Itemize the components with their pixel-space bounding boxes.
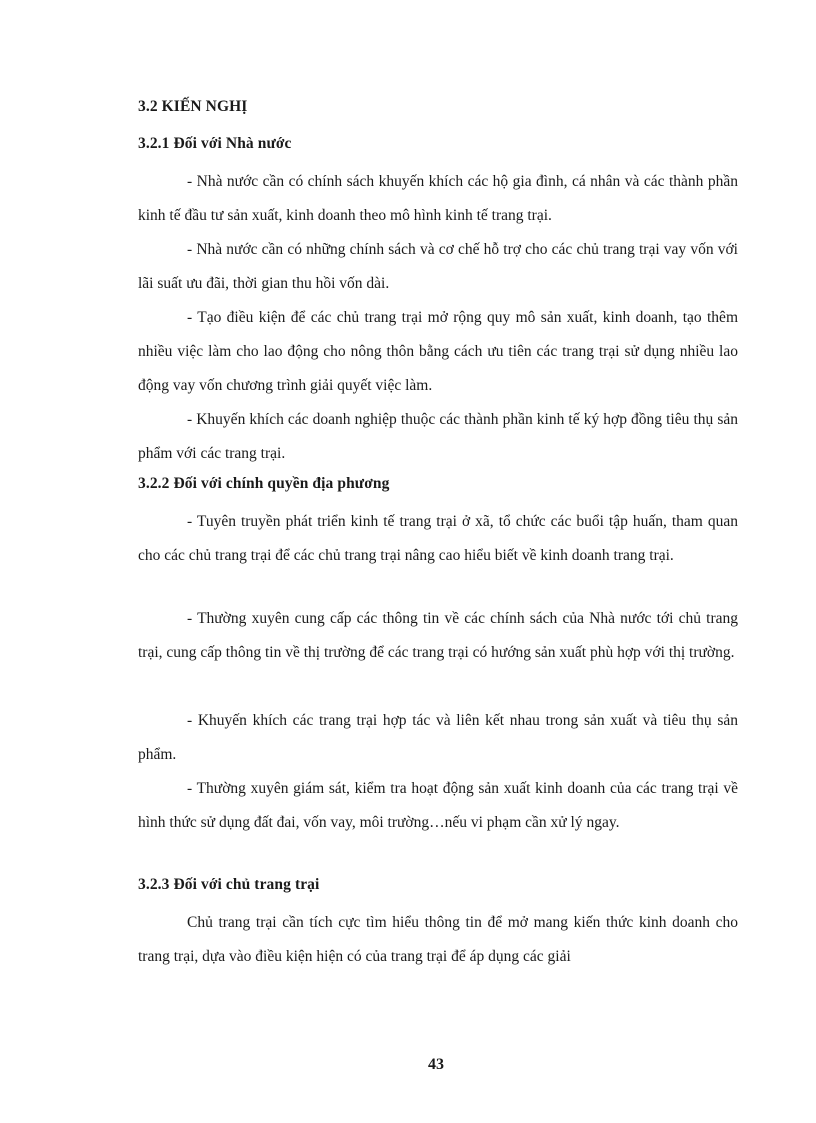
paragraph: - Tạo điều kiện để các chủ trang trại mở rộng quy mô sản xuất, kinh doanh, tạo thêm nhiều việc làm cho lao động cho nông thôn bằng cách ưu tiên các trang trại sử dụng nhiều lao động vay vốn chương trình giải quyết việc làm. [138, 309, 738, 394]
paragraph: - Thường xuyên cung cấp các thông tin về các chính sách của Nhà nước tới chủ trang trại, cung cấp thông tin về thị trường để các trang trại có hướng sản xuất phù hợp với thị trường. [138, 610, 738, 661]
paragraph: - Thường xuyên giám sát, kiểm tra hoạt động sản xuất kinh doanh của các trang trại về hình thức sử dụng đất đai, vốn vay, môi trường…nếu vi phạm cần xử lý ngay. [138, 780, 738, 831]
paragraph: - Nhà nước cần có những chính sách và cơ chế hỗ trợ cho các chủ trang trại vay vốn với lãi suất ưu đãi, thời gian thu hồi vốn dài. [138, 241, 738, 292]
subsection-heading-farm-owner: 3.2.3 Đối với chủ trang trại [138, 876, 320, 893]
paragraph: - Nhà nước cần có chính sách khuyến khích các hộ gia đình, cá nhân và các thành phần kinh tế đầu tư sản xuất, kinh doanh theo mô hình kinh tế trang trại. [138, 173, 738, 224]
subsection-heading-local-government: 3.2.2 Đối với chính quyền địa phương [138, 475, 390, 492]
page-number: 43 [428, 1056, 444, 1073]
paragraph: - Khuyến khích các doanh nghiệp thuộc các thành phần kinh tế ký hợp đồng tiêu thụ sản phẩm với các trang trại. [138, 411, 738, 462]
paragraph: Chủ trang trại cần tích cực tìm hiểu thông tin để mở mang kiến thức kinh doanh cho trang trại, dựa vào điều kiện hiện có của trang trại để áp dụng các giải [138, 914, 738, 965]
paragraph: - Tuyên truyền phát triển kinh tế trang trại ở xã, tổ chức các buổi tập huấn, tham quan cho các chủ trang trại để các chủ trang trại nâng cao hiểu biết về kinh doanh trang trại. [138, 513, 738, 564]
paragraph: - Khuyến khích các trang trại hợp tác và liên kết nhau trong sản xuất và tiêu thụ sản phẩm. [138, 712, 738, 763]
subsection-heading-state: 3.2.1 Đối với Nhà nước [138, 135, 292, 152]
section-title: 3.2 KIẾN NGHỊ [138, 98, 248, 115]
